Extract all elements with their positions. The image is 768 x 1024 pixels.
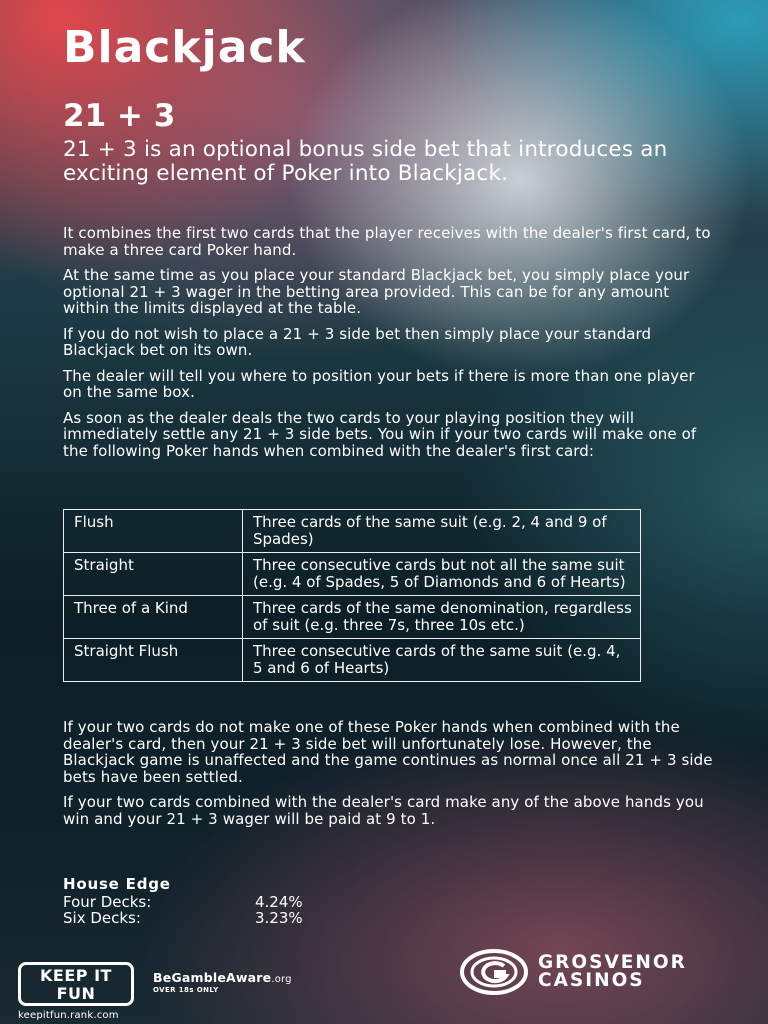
house-edge-row	[63, 894, 363, 910]
grosvenor-emblem-icon	[460, 948, 528, 996]
page-title: Blackjack	[63, 22, 306, 73]
payout-paragraphs	[63, 719, 713, 836]
keep-it-fun-line2: FUN	[56, 984, 96, 1003]
paragraph: The dealer will tell you where to position your bets if there is more than one player on the same box.	[63, 366, 695, 401]
paragraph: If you do not wish to place a 21 + 3 side bet then simply place your standard Blackjack bet on its own.	[63, 324, 652, 359]
hand-name: Three of a Kind	[64, 596, 243, 639]
intro-text: 21 + 3 is an optional bonus side bet that introduces an exciting element of Poker into Blackjack.	[63, 137, 668, 186]
hand-description: Three cards of the same suit (e.g. 2, 4 and 9 of Spades)	[243, 510, 641, 553]
hand-name: Straight Flush	[64, 639, 243, 682]
section-title: 21 + 3	[63, 98, 176, 134]
paragraph: It combines the first two cards that the player receives with the dealer's first card, to make a three card Poker hand.	[63, 224, 711, 259]
poker-hands-table	[63, 509, 641, 682]
age-notice: OVER 18s ONLY	[153, 986, 219, 994]
house-edge-value: 3.23%	[255, 909, 303, 927]
house-edge-label: Six Decks:	[63, 909, 141, 927]
house-edge-row	[63, 910, 363, 926]
rules-paragraphs	[63, 225, 713, 468]
hand-name: Straight	[64, 553, 243, 596]
table-row	[64, 596, 641, 639]
table-row	[64, 639, 641, 682]
house-edge	[63, 876, 363, 926]
keep-it-fun-line1: KEEP IT	[40, 966, 112, 985]
paragraph: If your two cards do not make one of these Poker hands when combined with the dealer's card, then your 21 + 3 side bet will unfortunately lose. However, the Blackjack game is unaffected and the game continues as normal once all 21 + 3 side bets have been settled.	[63, 718, 713, 786]
begambleaware-text: BeGambleAware	[153, 970, 272, 985]
hand-description: Three cards of the same denomination, regardless of suit (e.g. three 7s, three 10s etc.)	[243, 596, 641, 639]
paragraph: As soon as the dealer deals the two cards to your playing position they will immediately settle any 21 + 3 side bets. You win if your two cards will make one of the following Poker hands when combined with the dealer's first card:	[63, 408, 697, 460]
grosvenor-casinos-logo	[460, 948, 687, 996]
hand-description: Three consecutive cards of the same suit (e.g. 4, 5 and 6 of Hearts)	[243, 639, 641, 682]
paragraph: If your two cards combined with the dealer's card make any of the above hands you win and your 21 + 3 wager will be paid at 9 to 1.	[63, 793, 704, 828]
keep-it-fun-url: keepitfun.rank.com	[18, 1010, 119, 1021]
paragraph: At the same time as you place your standard Blackjack bet, you simply place your optional 21 + 3 wager in the betting area provided. This can be for any amount within the limits displayed at the table.	[63, 266, 690, 317]
brand-line1: GROSVENOR	[538, 952, 687, 973]
hand-description: Three consecutive cards but not all the same suit (e.g. 4 of Spades, 5 of Diamonds and 6 of Hearts)	[243, 553, 641, 596]
hand-name: Flush	[64, 510, 243, 553]
keep-it-fun-badge	[18, 962, 134, 1006]
table-row	[64, 553, 641, 596]
house-edge-label: Four Decks:	[63, 893, 152, 911]
brand-line2: CASINOS	[538, 970, 645, 991]
house-edge-value: 4.24%	[255, 893, 303, 911]
house-edge-title: House Edge	[63, 875, 171, 893]
begambleaware-org: .org	[271, 974, 292, 985]
table-row	[64, 510, 641, 553]
begambleaware-logo	[153, 970, 292, 994]
keep-it-fun-logo	[18, 962, 134, 1021]
